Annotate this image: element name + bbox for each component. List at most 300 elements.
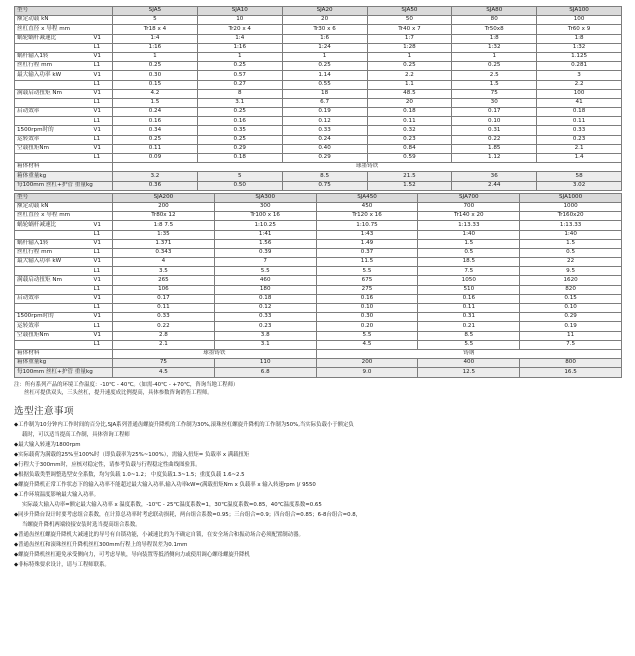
weight-value: 21.5 <box>367 172 452 181</box>
weight-value: 400 <box>418 359 520 368</box>
table-row <box>15 239 622 248</box>
value-cell: Tr30 x 6 <box>282 25 367 34</box>
value-cell: Tr80x 12 <box>113 212 215 221</box>
value-cell: 0.22 <box>113 322 215 331</box>
row-label <box>15 117 93 126</box>
row-label <box>15 340 93 349</box>
row-label: 丝杠行程 mm <box>15 248 93 257</box>
value-cell: 0.18 <box>197 154 282 163</box>
value-cell: 0.5 <box>418 248 520 257</box>
value-cell: 100 <box>537 16 622 25</box>
header-label: 型号 <box>15 7 113 16</box>
value-cell: 1 <box>197 52 282 61</box>
row-mode: L1 <box>93 230 113 239</box>
weight-value: 75 <box>113 359 215 368</box>
row-label: 启动效率 <box>15 294 93 303</box>
value-cell: 1:16 <box>113 43 198 52</box>
row-mode: V1 <box>93 126 113 135</box>
value-cell: 4.2 <box>113 89 198 98</box>
value-cell: 0.35 <box>197 126 282 135</box>
value-cell: 1.5 <box>520 239 622 248</box>
material-row <box>15 349 622 358</box>
value-cell: 1:4 <box>197 34 282 43</box>
row-mode: L1 <box>93 340 113 349</box>
value-cell: 1:8 <box>537 34 622 43</box>
value-cell: 0.59 <box>367 154 452 163</box>
row-mode: V1 <box>93 276 113 285</box>
row-label <box>15 80 93 89</box>
weight-value: 58 <box>537 172 622 181</box>
value-cell: 4.5 <box>316 340 418 349</box>
model-header: SJA700 <box>418 193 520 202</box>
table-row <box>15 144 622 153</box>
value-cell: 1.1 <box>367 80 452 89</box>
value-cell: 0.19 <box>520 322 622 331</box>
table-row <box>15 267 622 276</box>
value-cell: 5.5 <box>316 267 418 276</box>
row-label: 丝杠行程 mm <box>15 62 93 71</box>
value-cell: 1:7 <box>367 34 452 43</box>
value-cell: 9.5 <box>520 267 622 276</box>
value-cell: 20 <box>367 98 452 107</box>
value-cell: 11 <box>520 331 622 340</box>
table-row <box>15 108 622 117</box>
table-row <box>15 294 622 303</box>
note-multi-start: 丝杠可提供双头，三头丝杠，提升速度成比例提高，具体参数咨询销售工程师。 <box>24 389 213 396</box>
row-mode: L1 <box>93 267 113 276</box>
table-row <box>15 16 622 25</box>
row-label: 运转效率 <box>15 322 93 331</box>
value-cell: 1 <box>452 52 537 61</box>
selection-note-item: ◆非标特殊要求设计，请与工程师联系。 <box>14 561 110 568</box>
table-row <box>15 52 622 61</box>
selection-note-item: ◆普通齿丝杠螺旋升降机大减速比的导号有自锁功能，小减速比的为不确定自锁，在安全场合和振动场合必须配置制动器。 <box>14 531 304 538</box>
value-cell: 1:40 <box>418 230 520 239</box>
row-label: 蜗杆输入1转 <box>15 52 93 61</box>
row-mode: L1 <box>93 248 113 257</box>
value-cell: Tr100 x 16 <box>214 212 316 221</box>
weight-row <box>15 172 622 181</box>
value-cell: 0.25 <box>282 62 367 71</box>
value-cell: 0.16 <box>113 117 198 126</box>
value-cell: 0.33 <box>113 313 215 322</box>
value-cell: 180 <box>214 285 316 294</box>
table-row <box>15 248 622 257</box>
value-cell: 1.5 <box>452 80 537 89</box>
value-cell: 1.56 <box>214 239 316 248</box>
row-label <box>15 230 93 239</box>
value-cell: 0.18 <box>214 294 316 303</box>
value-cell: 0.16 <box>197 117 282 126</box>
value-cell: 265 <box>113 276 215 285</box>
value-cell: 0.34 <box>113 126 198 135</box>
value-cell: 275 <box>316 285 418 294</box>
table-row <box>15 313 622 322</box>
value-cell: 0.16 <box>316 294 418 303</box>
table-row <box>15 221 622 230</box>
row-mode: V1 <box>93 34 113 43</box>
model-header: SJA450 <box>316 193 418 202</box>
weight-value: 8.5 <box>282 172 367 181</box>
value-cell: 0.12 <box>282 117 367 126</box>
row-mode: V1 <box>93 331 113 340</box>
model-header: SJA10 <box>197 7 282 16</box>
spec-table-2 <box>14 193 622 378</box>
value-cell: 0.33 <box>214 313 316 322</box>
table-header-row <box>15 193 622 202</box>
value-cell: 700 <box>418 202 520 211</box>
table-row <box>15 98 622 107</box>
value-cell: 0.40 <box>282 144 367 153</box>
value-cell: 1:35 <box>113 230 215 239</box>
row-mode: V1 <box>93 239 113 248</box>
model-header: SJA1000 <box>520 193 622 202</box>
row-label <box>15 267 93 276</box>
table-row <box>15 331 622 340</box>
row-label: 蜗杆输入1转 <box>15 239 93 248</box>
selection-title: 选型注意事项 <box>14 405 75 417</box>
value-cell: Tr18 x 4 <box>113 25 198 34</box>
row-label: 丝杠直径 x 导程 mm <box>15 212 113 221</box>
value-cell: 30 <box>452 98 537 107</box>
row-label: 额定动载 kN <box>15 202 113 211</box>
value-cell: 1:40 <box>520 230 622 239</box>
table-row <box>15 202 622 211</box>
value-cell: Tr40 x 7 <box>367 25 452 34</box>
value-cell: 1:24 <box>282 43 367 52</box>
value-cell: 7 <box>214 258 316 267</box>
per100mm-row <box>15 368 622 377</box>
value-cell: Tr60 x 9 <box>537 25 622 34</box>
weight-value: 3.2 <box>113 172 198 181</box>
value-cell: 0.29 <box>520 313 622 322</box>
value-cell: 675 <box>316 276 418 285</box>
value-cell: 0.10 <box>520 304 622 313</box>
model-header: SJA50 <box>367 7 452 16</box>
value-cell: 1.14 <box>282 71 367 80</box>
value-cell: 0.25 <box>452 62 537 71</box>
table-row <box>15 212 622 221</box>
per100mm-value: 6.8 <box>214 368 316 377</box>
value-cell: 2.1 <box>113 340 215 349</box>
value-cell: 0.22 <box>452 135 537 144</box>
value-cell: 200 <box>113 202 215 211</box>
spec-sheet <box>14 6 622 570</box>
row-label <box>15 304 93 313</box>
value-cell: 1:10.25 <box>214 221 316 230</box>
per100mm-value: 12.5 <box>418 368 520 377</box>
row-label <box>15 285 93 294</box>
value-cell: 48.5 <box>367 89 452 98</box>
table-row <box>15 43 622 52</box>
material-label: 箱体材料 <box>15 349 113 358</box>
row-label: 蜗轮蜗杆减速比 <box>15 34 93 43</box>
row-mode: L1 <box>93 304 113 313</box>
selection-note-item: ◆根据负载类型调整选型安全系数，均匀负载 1.0~1.2； 中度负载1.3~1.5；重度负载 1.6~2.5 <box>14 471 245 478</box>
table-row <box>15 117 622 126</box>
value-cell: 0.31 <box>418 313 520 322</box>
value-cell: 0.55 <box>282 80 367 89</box>
value-cell: 0.30 <box>316 313 418 322</box>
selection-notes <box>14 420 622 570</box>
row-mode: V1 <box>93 71 113 80</box>
value-cell: 3.5 <box>113 267 215 276</box>
value-cell: 0.16 <box>418 294 520 303</box>
value-cell: 3.1 <box>197 98 282 107</box>
value-cell: 0.11 <box>418 304 520 313</box>
value-cell: 1:32 <box>452 43 537 52</box>
value-cell: 820 <box>520 285 622 294</box>
value-cell: 0.15 <box>520 294 622 303</box>
header-label: 型号 <box>15 193 113 202</box>
value-cell: 1.49 <box>316 239 418 248</box>
table-row <box>15 230 622 239</box>
value-cell: 0.18 <box>367 108 452 117</box>
selection-note-item: ◆螺旋升降机正常工作状态下的输入功率不能超过最大输入功率,输入功率kW=(满载扭矩Nm x 负载率 x 输入转速rpm )/ 9550 <box>14 481 316 488</box>
value-cell: 8.5 <box>418 331 520 340</box>
per100mm-value: 0.50 <box>197 181 282 190</box>
value-cell: 0.15 <box>113 80 198 89</box>
spec-table-1 <box>14 6 622 191</box>
value-cell: 18 <box>282 89 367 98</box>
row-label: 额定动载 kN <box>15 16 113 25</box>
row-mode: V1 <box>93 221 113 230</box>
value-cell: 1:13.33 <box>418 221 520 230</box>
value-cell: 1 <box>282 52 367 61</box>
value-cell: 0.11 <box>113 144 198 153</box>
value-cell: 1 <box>367 52 452 61</box>
value-cell: 0.25 <box>197 108 282 117</box>
selection-note-item: ◆工作环境温度影响最大输入功率。 <box>14 491 100 498</box>
weight-value: 200 <box>316 359 418 368</box>
weight-label: 箱体重量kg <box>15 359 113 368</box>
row-label: 运转效率 <box>15 135 93 144</box>
value-cell: 0.12 <box>214 304 316 313</box>
value-cell: 0.30 <box>113 71 198 80</box>
selection-note-item: 实际最大输入功率=额定最大输入功率 x 温度系数，-10℃ - 25℃温度系数=1，30℃温度系数=0.85，40℃温度系数=0.65 <box>22 501 322 508</box>
value-cell: 0.23 <box>214 322 316 331</box>
value-cell: 1:8 <box>452 34 537 43</box>
value-cell: 1.5 <box>418 239 520 248</box>
value-cell: 0.343 <box>113 248 215 257</box>
selection-note-item: ◆实际载荷为满载的25%至100%时（即负载率为25%~100%），需输入扭矩= 负载率 x 满载扭矩 <box>14 451 250 458</box>
value-cell: 0.29 <box>197 144 282 153</box>
table-row <box>15 80 622 89</box>
row-mode: L1 <box>93 285 113 294</box>
value-cell: 0.24 <box>282 135 367 144</box>
row-label <box>15 98 93 107</box>
weight-value: 36 <box>452 172 537 181</box>
table-header-row <box>15 7 622 16</box>
value-cell: 0.23 <box>367 135 452 144</box>
value-cell: 0.33 <box>537 126 622 135</box>
value-cell: 0.25 <box>367 62 452 71</box>
selection-note-item: 载时，可以适当提高工作制，具体咨询工程师 <box>22 431 130 438</box>
value-cell: 2.8 <box>113 331 215 340</box>
value-cell: 1:43 <box>316 230 418 239</box>
row-label: 空载扭矩Nm <box>15 331 93 340</box>
value-cell: 1:10.75 <box>316 221 418 230</box>
material-label: 箱体材料 <box>15 163 113 172</box>
row-mode: V1 <box>93 313 113 322</box>
per100mm-value: 1.52 <box>367 181 452 190</box>
value-cell: 0.19 <box>282 108 367 117</box>
row-label <box>15 43 93 52</box>
weight-label: 箱体重量kg <box>15 172 113 181</box>
value-cell: 0.09 <box>113 154 198 163</box>
per100mm-value: 0.36 <box>113 181 198 190</box>
per100mm-value: 0.75 <box>282 181 367 190</box>
table-row <box>15 154 622 163</box>
value-cell: 1.85 <box>452 144 537 153</box>
value-cell: 0.11 <box>113 304 215 313</box>
model-header: SJA200 <box>113 193 215 202</box>
value-cell: Tr160x20 <box>520 212 622 221</box>
material-value: 球墨铸铁 <box>113 163 622 172</box>
row-mode: L1 <box>93 62 113 71</box>
value-cell: 1.371 <box>113 239 215 248</box>
value-cell: 0.25 <box>113 62 198 71</box>
row-mode: L1 <box>93 80 113 89</box>
value-cell: 0.21 <box>418 322 520 331</box>
row-label: 丝杠直径 x 导程 mm <box>15 25 113 34</box>
per100mm-row <box>15 181 622 190</box>
selection-note-item: ◆最大输入转速为1800rpm <box>14 441 81 448</box>
weight-value: 5 <box>197 172 282 181</box>
value-cell: 41 <box>537 98 622 107</box>
value-cell: 0.32 <box>367 126 452 135</box>
value-cell: 0.39 <box>214 248 316 257</box>
value-cell: 0.27 <box>197 80 282 89</box>
notes <box>14 381 622 397</box>
value-cell: 18.5 <box>418 258 520 267</box>
value-cell: 0.10 <box>316 304 418 313</box>
selection-note-item: ◆工作制为10分钟内工作时间的百分比,SJA系列普通齿螺旋升降机的工作制为30%,滚珠丝杠螺旋升降机的工作制为50%,当实际负载小于额定负 <box>14 421 354 428</box>
selection-note-item: ◆螺旋升降机丝杠避免承受侧向力，可考虑导轨，导向装置等抵消侧向力或使用调心螺母螺旋升降机 <box>14 551 250 558</box>
value-cell: Tr120 x 16 <box>316 212 418 221</box>
per100mm-label: 每100mm 丝杠+护管 重量kg <box>15 181 113 190</box>
model-header: SJA100 <box>537 7 622 16</box>
value-cell: 1.125 <box>537 52 622 61</box>
row-mode: L1 <box>93 135 113 144</box>
per100mm-label: 每100mm 丝杠+护管 重量kg <box>15 368 113 377</box>
value-cell: 5 <box>113 16 198 25</box>
value-cell: 1:8 7.5 <box>113 221 215 230</box>
value-cell: 6.7 <box>282 98 367 107</box>
row-label: 蜗轮蜗杆减速比 <box>15 221 93 230</box>
value-cell: 0.84 <box>367 144 452 153</box>
value-cell: 0.18 <box>537 108 622 117</box>
per100mm-value: 4.5 <box>113 368 215 377</box>
value-cell: 5.5 <box>418 340 520 349</box>
per100mm-value: 9.0 <box>316 368 418 377</box>
weight-row <box>15 359 622 368</box>
value-cell: 0.25 <box>197 135 282 144</box>
row-mode: L1 <box>93 98 113 107</box>
value-cell: 7.5 <box>418 267 520 276</box>
value-cell: 0.57 <box>197 71 282 80</box>
value-cell: 1:32 <box>537 43 622 52</box>
value-cell: Tr140 x 20 <box>418 212 520 221</box>
value-cell: 1000 <box>520 202 622 211</box>
row-label: 满载启动扭矩 Nm <box>15 276 93 285</box>
value-cell: 450 <box>316 202 418 211</box>
value-cell: 0.17 <box>452 108 537 117</box>
row-mode: L1 <box>93 322 113 331</box>
value-cell: 5.5 <box>316 331 418 340</box>
table-row <box>15 71 622 80</box>
selection-note-item: 当螺旋升降机两端较接安装时选当提高组合系数。 <box>22 521 141 528</box>
table-row <box>15 322 622 331</box>
row-mode: L1 <box>93 43 113 52</box>
table-row <box>15 126 622 135</box>
value-cell: 1620 <box>520 276 622 285</box>
value-cell: 3 <box>537 71 622 80</box>
per100mm-value: 16.5 <box>520 368 622 377</box>
selection-note-item: ◆同步升降台设计时要考虑组合系数，在计算总功率时考虑联动损耗，两台组合系数=0.95；三台组合=0.9；四台组合=0.85；6-8台组合=0.8， <box>14 511 362 518</box>
value-cell: 1:4 <box>113 34 198 43</box>
value-cell: 0.25 <box>113 135 198 144</box>
value-cell: 1 <box>113 52 198 61</box>
value-cell: 1.12 <box>452 154 537 163</box>
value-cell: 0.11 <box>367 117 452 126</box>
value-cell: 1.4 <box>537 154 622 163</box>
material-value-b: 铸钢 <box>316 349 621 358</box>
value-cell: Tr50x8 <box>452 25 537 34</box>
value-cell: 5.5 <box>214 267 316 276</box>
value-cell: 0.17 <box>113 294 215 303</box>
model-header: SJA5 <box>113 7 198 16</box>
row-mode: V1 <box>93 52 113 61</box>
value-cell: 1:6 <box>282 34 367 43</box>
table-row <box>15 285 622 294</box>
value-cell: 106 <box>113 285 215 294</box>
row-mode: V1 <box>93 89 113 98</box>
selection-note-item: ◆普通齿丝杠和滚珠丝杠升降机丝杠300mm行程上的导程误差为0.1mm <box>14 541 188 548</box>
value-cell: 0.23 <box>537 135 622 144</box>
value-cell: 0.20 <box>316 322 418 331</box>
model-header: SJA80 <box>452 7 537 16</box>
value-cell: 1:28 <box>367 43 452 52</box>
row-label: 空载扭矩Nm <box>15 144 93 153</box>
table-row <box>15 340 622 349</box>
value-cell: 510 <box>418 285 520 294</box>
material-row <box>15 163 622 172</box>
value-cell: 0.37 <box>316 248 418 257</box>
value-cell: 3.8 <box>214 331 316 340</box>
value-cell: 0.24 <box>113 108 198 117</box>
value-cell: 1:41 <box>214 230 316 239</box>
material-value-a: 球墨铸铁 <box>113 349 317 358</box>
weight-value: 800 <box>520 359 622 368</box>
value-cell: 8 <box>197 89 282 98</box>
value-cell: 20 <box>282 16 367 25</box>
row-label: 1500rpm时的 <box>15 313 93 322</box>
table-row <box>15 25 622 34</box>
value-cell: 0.25 <box>197 62 282 71</box>
row-mode: L1 <box>93 117 113 126</box>
row-label: 满载启动扭矩 Nm <box>15 89 93 98</box>
selection-note-item: ◆行程大于300mm时，应核对稳定性，请参考负载与行程稳定性曲线图验算。 <box>14 461 201 468</box>
row-label: 启动效率 <box>15 108 93 117</box>
value-cell: 50 <box>367 16 452 25</box>
value-cell: 1.5 <box>113 98 198 107</box>
value-cell: 2.5 <box>452 71 537 80</box>
row-mode: V1 <box>93 144 113 153</box>
table-row <box>15 258 622 267</box>
row-label <box>15 154 93 163</box>
model-header: SJA300 <box>214 193 316 202</box>
